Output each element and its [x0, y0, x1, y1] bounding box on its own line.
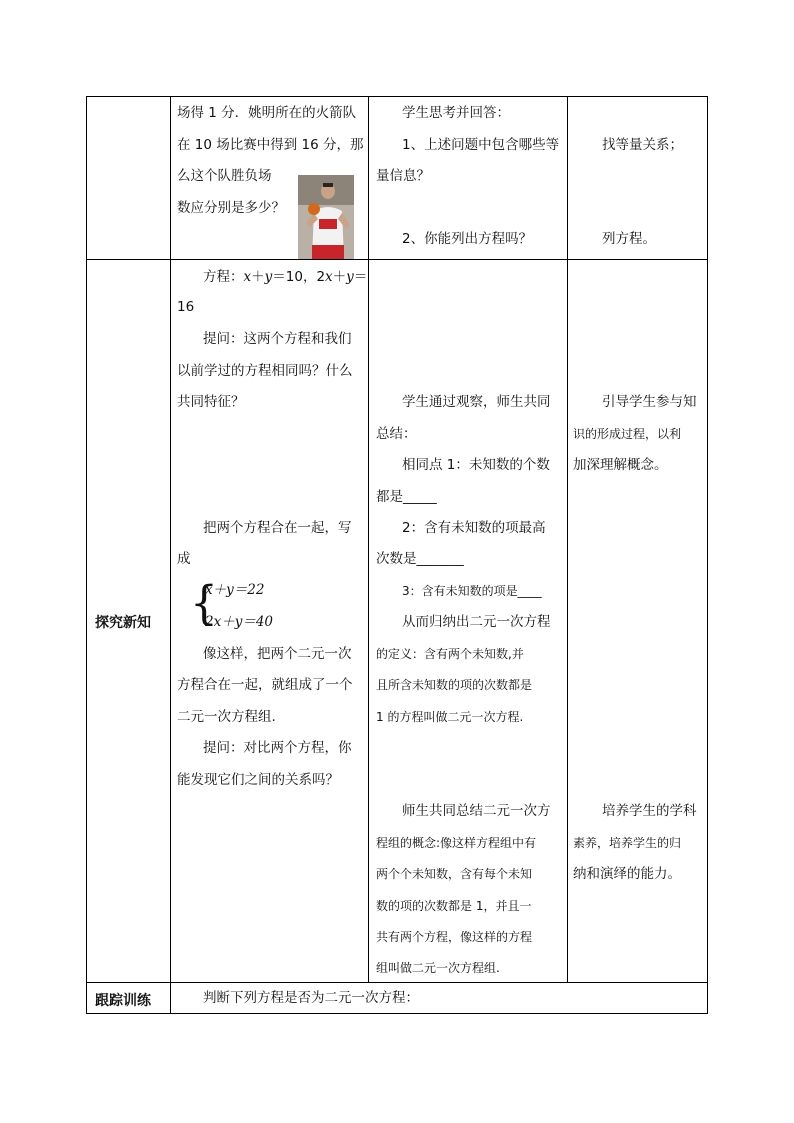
intent-line: 识的形成过程，以利	[573, 427, 682, 441]
basketball-player-photo	[298, 175, 354, 259]
summary-line: 师生共同总结二元一次方	[402, 803, 551, 819]
equation-line: 16	[177, 299, 195, 315]
row1-content-line: 在 10 场比赛中得到 16 分，那	[177, 137, 364, 153]
system-equation: 2x＋y＝40	[205, 614, 274, 630]
row1-content-line: 场得 1 分．姚明所在的火箭队	[177, 105, 357, 121]
activity-line: 且所含未知数的项的次数都是	[376, 678, 533, 692]
ask-line: 能发现它们之间的关系吗？	[177, 772, 339, 788]
system-equation: x＋y＝22	[205, 582, 265, 598]
row1-content-line: 么这个队胜负场	[177, 168, 272, 184]
activity-line: 相同点 1：未知数的个数	[402, 457, 550, 473]
definition-line: 方程合在一起，就组成了一个	[177, 677, 353, 693]
activity-line: 3：含有未知数的项是____	[402, 584, 542, 598]
row1-activity-line: 1、上述问题中包含哪些等	[402, 137, 560, 153]
summary-line: 程组的概念:像这样方程组中有	[376, 836, 537, 850]
activity-line: 总结：	[376, 426, 417, 442]
intent-line: 素养，培养学生的归	[573, 836, 682, 850]
activity-line: 1 的方程叫做二元一次方程.	[376, 710, 524, 724]
activity-line: 学生通过观察，师生共同	[402, 394, 551, 410]
row-divider-1	[86, 259, 708, 260]
col-divider-1	[170, 96, 171, 1014]
definition-line: 像这样，把两个二元一次	[203, 646, 352, 662]
activity-line: 2：含有未知数的项最高	[402, 520, 546, 536]
activity-line: 次数是_______	[376, 551, 464, 567]
intent-line: 纳和演绎的能力。	[573, 866, 681, 882]
question-line: 提问：这两个方程和我们	[203, 331, 352, 347]
combine-line: 把两个方程合在一起，写	[203, 520, 352, 536]
summary-line: 数的项的次数都是 1，并且一	[376, 899, 532, 913]
summary-line: 两个个未知数，含有每个未知	[376, 867, 533, 881]
intent-line: 引导学生参与知	[602, 394, 697, 410]
section-label-practice: 跟踪训练	[95, 993, 151, 1009]
ask-line: 提问：对比两个方程，你	[203, 740, 352, 756]
summary-line: 共有两个方程，像这样的方程	[376, 930, 533, 944]
equation-line: 方程：x＋y＝10，2x＋y＝	[203, 269, 368, 285]
row1-activity-line: 2、你能列出方程吗？	[402, 231, 533, 247]
definition-line: 二元一次方程组.	[177, 709, 276, 725]
question-line: 共同特征？	[177, 394, 245, 410]
summary-line: 组叫做二元一次方程组.	[376, 961, 500, 975]
combine-line: 成	[177, 551, 191, 567]
row1-intent-line: 列方程。	[602, 231, 656, 247]
activity-line: 都是_____	[376, 489, 437, 505]
system-brace: {	[190, 576, 218, 631]
intent-line: 加深理解概念。	[573, 457, 668, 473]
question-line: 以前学过的方程相同吗？什么	[177, 363, 353, 379]
row1-activity-line: 学生思考并回答：	[402, 105, 510, 121]
col-divider-3	[567, 96, 568, 982]
row1-intent-line: 找等量关系；	[602, 137, 683, 153]
col-divider-2	[368, 96, 369, 982]
practice-text: 判断下列方程是否为二元一次方程：	[203, 990, 419, 1006]
section-label-explore: 探究新知	[95, 615, 151, 631]
activity-line: 从而归纳出二元一次方程	[402, 614, 551, 630]
row1-activity-line: 量信息？	[376, 168, 430, 184]
intent-line: 培养学生的学科	[602, 803, 697, 819]
activity-line: 的定义：含有两个未知数,并	[376, 647, 524, 661]
row1-content-line: 数应分别是多少？	[177, 200, 285, 216]
